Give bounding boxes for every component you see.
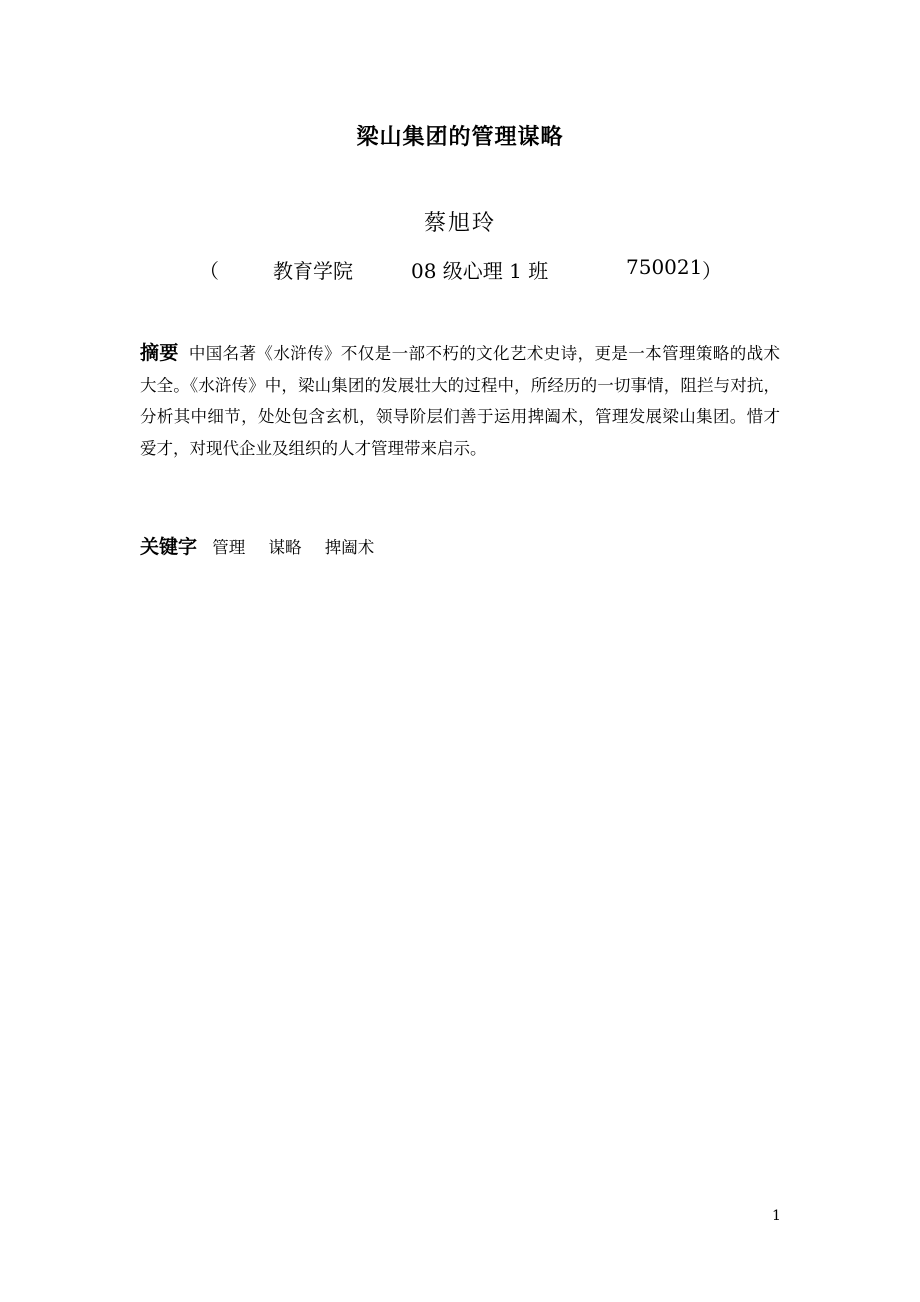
- keyword-item: 谋略: [268, 538, 302, 557]
- keyword-item: 捭阖术: [324, 538, 375, 557]
- keyword-item: 管理: [212, 538, 246, 557]
- abstract-label: 摘要: [140, 342, 179, 364]
- keywords-label: 关键字: [140, 536, 198, 558]
- abstract-text: 中国名著《水浒传》不仅是一部不朽的文化艺术史诗，更是一本管理策略的战术大全。《水浒传》中，梁山集团的发展壮大的过程中，所经历的一切事情，阻拦与对抗，分析其中细节，处处包含玄机，领导阶层们善于运用捭阖术，管理发展梁山集团。惜才爱才，对现代企业及组织的人才管理带来启示。: [140, 344, 780, 458]
- page-number: 1: [772, 1208, 781, 1224]
- open-paren: （: [199, 259, 219, 283]
- affiliation-line: [199, 255, 739, 285]
- abstract-section: [140, 338, 780, 464]
- student-id: 750021: [626, 255, 703, 279]
- class-name: 08 级心理 1 班: [411, 259, 549, 283]
- close-paren: ）: [702, 259, 722, 283]
- document-title: 梁山集团的管理谋略: [356, 125, 564, 150]
- author-name: 蔡旭玲: [423, 211, 496, 236]
- keywords-section: [140, 532, 392, 563]
- school-name: 教育学院: [273, 259, 353, 283]
